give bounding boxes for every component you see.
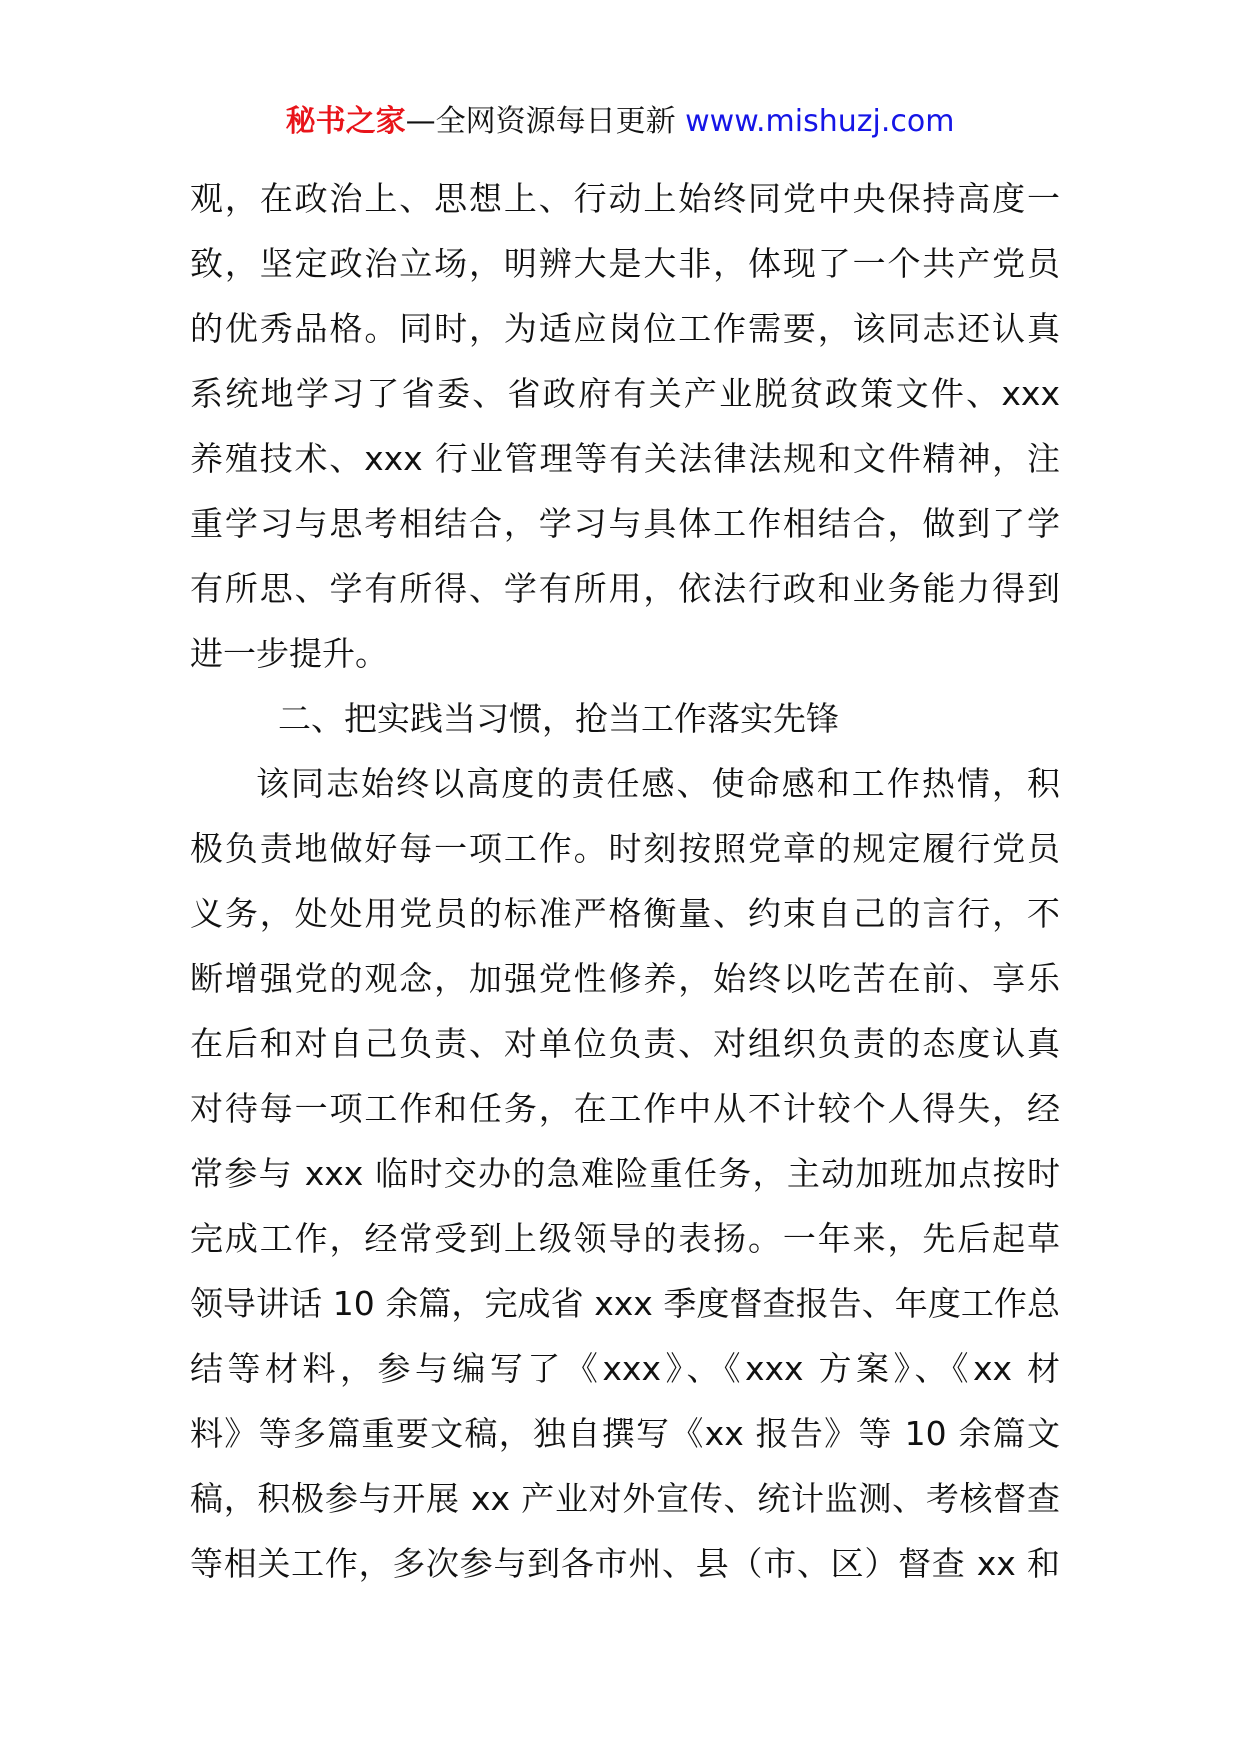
text-line: 观，在政治上、思想上、行动上始终同党中央保持高度一 — [190, 179, 1060, 218]
text-line: 有所思、学有所得、学有所用，依法行政和业务能力得到 — [190, 569, 1060, 608]
section-heading: 二、把实践当习惯，抢当工作落实先锋 — [278, 699, 839, 738]
text-line: 料》等多篇重要文稿，独自撰写《xx 报告》等 10 余篇文 — [190, 1414, 1060, 1453]
site-banner — [0, 100, 1240, 144]
text-line: 重学习与思考相结合，学习与具体工作相结合，做到了学 — [190, 504, 1060, 543]
document-body — [190, 166, 1060, 1596]
site-url-link[interactable]: www.mishuzj.com — [685, 104, 955, 139]
text-line: 的优秀品格。同时，为适应岗位工作需要，该同志还认真 — [190, 309, 1060, 348]
text-line: 领导讲话 10 余篇，完成省 xxx 季度督查报告、年度工作总 — [190, 1284, 1060, 1323]
banner-slogan: —全网资源每日更新 — [405, 104, 676, 139]
text-line: 对待每一项工作和任务，在工作中从不计较个人得失，经 — [190, 1089, 1060, 1128]
text-line: 等相关工作，多次参与到各市州、县（市、区）督查 xx 和 — [190, 1544, 1060, 1583]
text-line: 致，坚定政治立场，明辨大是大非，体现了一个共产党员 — [190, 244, 1060, 283]
text-line: 完成工作，经常受到上级领导的表扬。一年来，先后起草 — [190, 1219, 1060, 1258]
brand-name: 秘书之家 — [285, 104, 406, 139]
text-line: 结等材料，参与编写了《xxx》、《xxx 方案》、《xx 材 — [190, 1349, 1060, 1388]
text-line: 该同志始终以高度的责任感、使命感和工作热情，积 — [256, 764, 1060, 803]
text-line: 养殖技术、xxx 行业管理等有关法律法规和文件精神，注 — [190, 439, 1060, 478]
text-line: 在后和对自己负责、对单位负责、对组织负责的态度认真 — [190, 1024, 1060, 1063]
text-line: 稿，积极参与开展 xx 产业对外宣传、统计监测、考核督查 — [190, 1479, 1060, 1518]
text-line: 常参与 xxx 临时交办的急难险重任务，主动加班加点按时 — [190, 1154, 1060, 1193]
text-line: 极负责地做好每一项工作。时刻按照党章的规定履行党员 — [190, 829, 1060, 868]
text-line: 系统地学习了省委、省政府有关产业脱贫政策文件、xxx — [190, 374, 1060, 413]
text-line: 断增强党的观念，加强党性修养，始终以吃苦在前、享乐 — [190, 959, 1060, 998]
text-line: 义务，处处用党员的标准严格衡量、约束自己的言行，不 — [190, 894, 1060, 933]
text-line: 进一步提升。 — [190, 634, 388, 673]
